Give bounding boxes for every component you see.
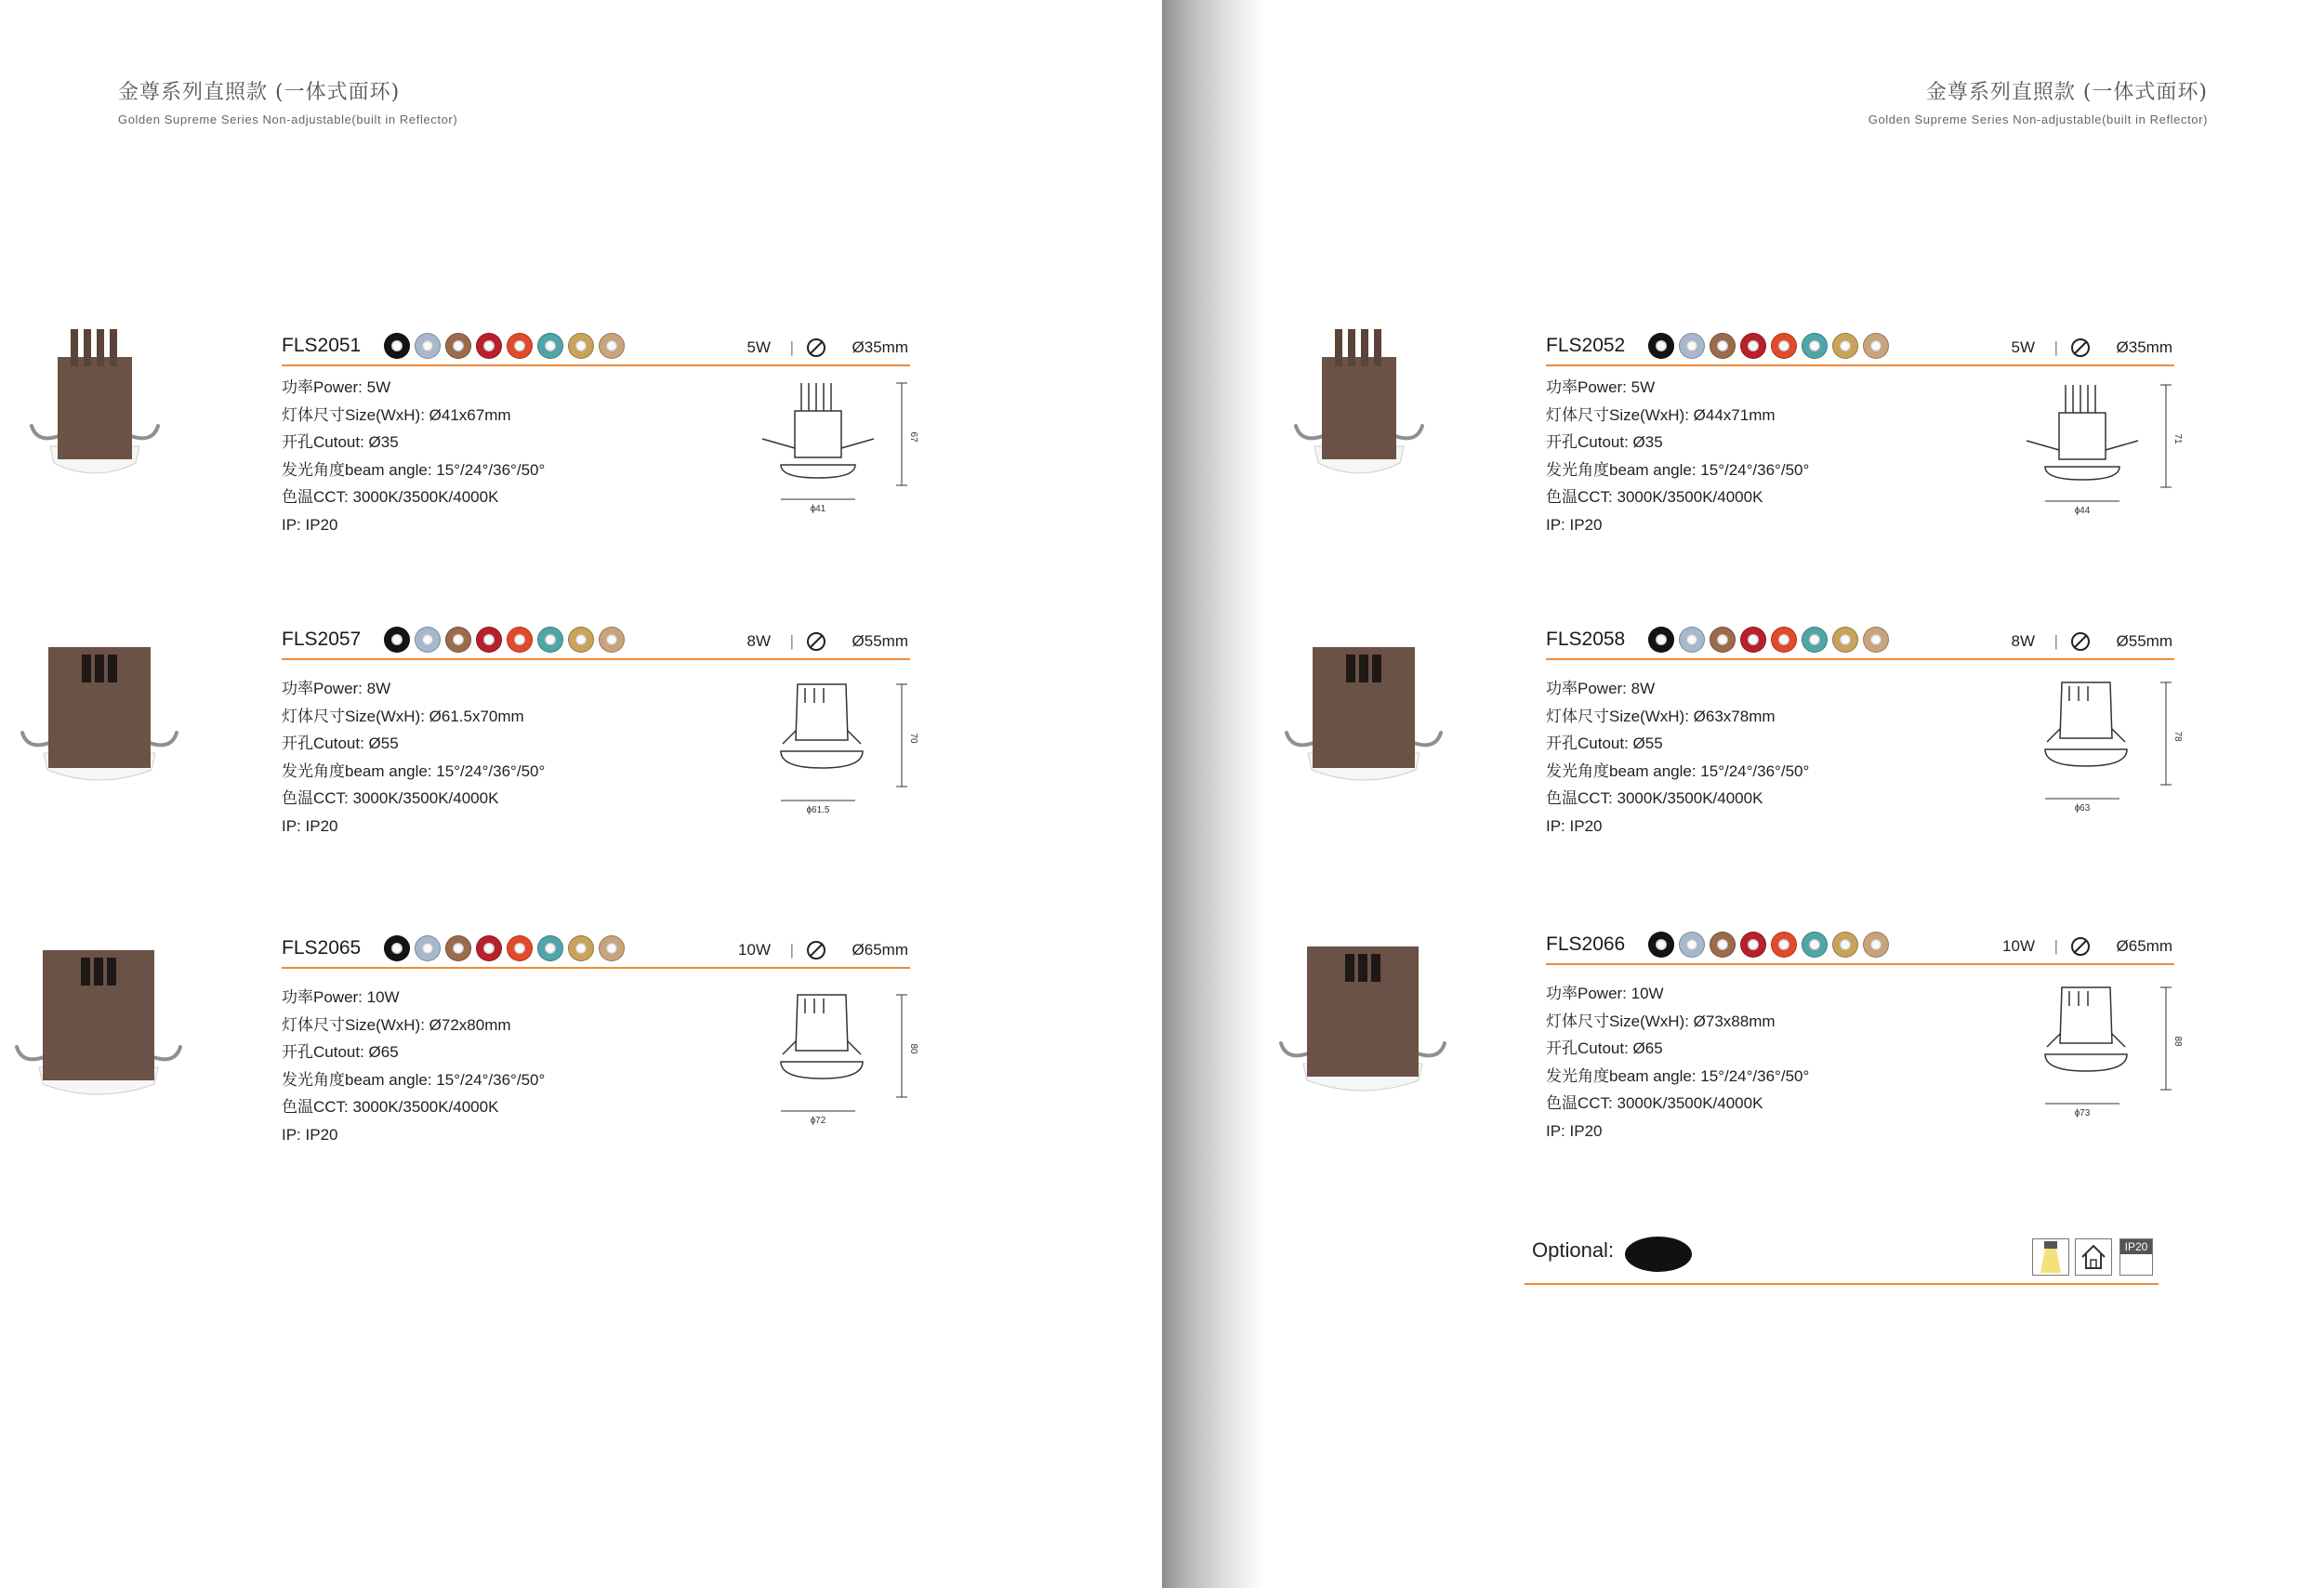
color-swatch	[476, 627, 502, 653]
product-model: FLS2057	[282, 629, 362, 650]
color-swatch	[415, 935, 441, 961]
color-swatches	[1648, 932, 1889, 958]
spec-line: 开孔Cutout: Ø65	[1546, 1039, 1663, 1057]
product-specs	[1546, 374, 1809, 538]
color-swatch	[507, 333, 533, 359]
color-swatch	[568, 935, 594, 961]
product-model: FLS2066	[1546, 933, 1626, 955]
title-separator: |	[789, 941, 794, 959]
color-swatch	[476, 333, 502, 359]
optional-accessories	[1525, 1229, 2159, 1285]
spec-line: 功率Power: 5W	[1546, 378, 1656, 396]
spec-line: IP: IP20	[282, 1125, 338, 1144]
optional-label: Optional:	[1532, 1238, 1615, 1262]
spec-line: 发光角度beam angle: 15°/24°/36°/50°	[1546, 460, 1810, 479]
product-cutout-size: Ø35mm	[2116, 338, 2172, 356]
color-swatch	[568, 627, 594, 653]
color-swatch	[599, 627, 625, 653]
spec-line: IP: IP20	[282, 816, 338, 835]
color-swatch	[1740, 333, 1766, 359]
swatch-center	[1809, 340, 1820, 351]
color-swatch	[507, 935, 533, 961]
color-swatch	[1802, 932, 1828, 958]
indoor-home-icon	[2075, 1238, 2112, 1276]
swatch-center	[1840, 340, 1851, 351]
dimension-height: 88	[2172, 1036, 2183, 1047]
swatch-center	[606, 340, 617, 351]
color-swatches	[384, 935, 625, 961]
dimension-drawing	[744, 986, 920, 1125]
color-swatch	[445, 627, 471, 653]
spec-line: 灯体尺寸Size(WxH): Ø61.5x70mm	[282, 707, 524, 725]
color-swatch	[537, 333, 563, 359]
product-title-row	[282, 627, 910, 660]
color-swatch	[1832, 333, 1858, 359]
swatch-center	[514, 340, 525, 351]
product-title-row	[282, 333, 910, 366]
color-swatch	[445, 935, 471, 961]
spec-line: 灯体尺寸Size(WxH): Ø73x88mm	[1546, 1012, 1776, 1030]
cutout-icon	[806, 940, 826, 960]
book-gutter-shadow	[1162, 0, 1264, 1588]
spec-line: 功率Power: 5W	[282, 378, 391, 396]
spec-line: 功率Power: 10W	[282, 988, 400, 1006]
downlight-beam-icon	[2032, 1238, 2069, 1276]
swatch-center	[1686, 939, 1697, 950]
color-swatch	[568, 333, 594, 359]
swatch-center	[545, 340, 556, 351]
color-swatch	[384, 333, 410, 359]
product-cutout-size: Ø55mm	[852, 632, 908, 650]
swatch-center	[1656, 634, 1667, 645]
series-title-en: Golden Supreme Series Non-adjustable(built in Reflector)	[1868, 112, 2208, 126]
product-model: FLS2051	[282, 335, 362, 356]
swatch-center	[391, 634, 403, 645]
product-cutout-size: Ø35mm	[852, 338, 908, 356]
swatch-center	[1870, 340, 1882, 351]
color-swatch	[415, 333, 441, 359]
swatch-center	[1686, 634, 1697, 645]
swatch-center	[606, 634, 617, 645]
dimension-drawing	[744, 675, 920, 814]
product-specs	[282, 374, 545, 538]
color-swatch	[1679, 627, 1705, 653]
product-wattage: 10W	[2002, 937, 2035, 955]
color-swatch	[1710, 932, 1736, 958]
swatch-center	[453, 943, 464, 954]
swatch-center	[1656, 939, 1667, 950]
dimension-height: 70	[908, 733, 918, 744]
spec-line: 色温CCT: 3000K/3500K/4000K	[1546, 789, 1763, 807]
swatch-center	[1748, 939, 1759, 950]
swatch-center	[1870, 634, 1882, 645]
swatch-center	[1809, 634, 1820, 645]
swatch-center	[575, 634, 587, 645]
color-swatches	[1648, 333, 1889, 359]
swatch-center	[1778, 634, 1789, 645]
swatch-center	[1748, 634, 1759, 645]
cutout-icon	[806, 631, 826, 652]
color-swatch	[384, 935, 410, 961]
product-wattage: 10W	[738, 941, 771, 959]
color-swatches	[1648, 627, 1889, 653]
spec-line: 发光角度beam angle: 15°/24°/36°/50°	[1546, 761, 1810, 780]
title-separator: |	[2053, 937, 2058, 955]
color-swatch	[537, 935, 563, 961]
spec-line: 功率Power: 8W	[282, 680, 391, 697]
spec-line: IP: IP20	[1546, 1121, 1603, 1140]
spec-line: 开孔Cutout: Ø65	[282, 1043, 399, 1061]
swatch-center	[453, 340, 464, 351]
product-specs	[1546, 675, 1809, 840]
series-title-en: Golden Supreme Series Non-adjustable(built in Reflector)	[118, 112, 458, 126]
product-title-row	[282, 935, 910, 969]
color-swatch	[1832, 627, 1858, 653]
dimension-width: ɸ72	[810, 1116, 826, 1125]
spec-line: 灯体尺寸Size(WxH): Ø72x80mm	[282, 1015, 511, 1034]
swatch-center	[606, 943, 617, 954]
spec-line: 开孔Cutout: Ø35	[1546, 433, 1663, 451]
ip-rating-badge	[2119, 1238, 2153, 1276]
right-page-header	[1868, 74, 2208, 128]
optional-black-swatch	[1625, 1237, 1692, 1272]
color-swatch	[1679, 932, 1705, 958]
product-card-fls2057	[0, 621, 1023, 891]
swatch-center	[575, 340, 587, 351]
swatch-center	[1840, 939, 1851, 950]
swatch-center	[1778, 939, 1789, 950]
spec-line: IP: IP20	[1546, 515, 1603, 534]
product-model: FLS2058	[1546, 629, 1626, 650]
swatch-center	[483, 943, 495, 954]
spec-line: 开孔Cutout: Ø55	[1546, 734, 1663, 752]
color-swatch	[537, 627, 563, 653]
swatch-center	[1656, 340, 1667, 351]
spec-line: 功率Power: 10W	[1546, 985, 1664, 1002]
product-wattage: 5W	[2011, 338, 2035, 356]
swatch-center	[1778, 340, 1789, 351]
color-swatch	[1771, 333, 1797, 359]
color-swatch	[599, 935, 625, 961]
swatch-center	[391, 943, 403, 954]
color-swatches	[384, 627, 625, 653]
product-photo	[1264, 327, 1469, 513]
swatch-center	[453, 634, 464, 645]
product-cutout-size: Ø55mm	[2116, 632, 2172, 650]
product-photo	[0, 327, 205, 513]
product-photo	[0, 621, 205, 807]
product-card-fls2051	[0, 327, 1023, 597]
color-swatch	[415, 627, 441, 653]
spec-line: IP: IP20	[1546, 816, 1603, 835]
product-card-fls2058	[1264, 621, 2287, 891]
spec-line: 灯体尺寸Size(WxH): Ø41x67mm	[282, 405, 511, 424]
spec-line: IP: IP20	[282, 515, 338, 534]
series-title-cn: 金尊系列直照款 (一体式面环)	[118, 81, 401, 104]
swatch-center	[391, 340, 403, 351]
color-swatch	[445, 333, 471, 359]
spec-line: 发光角度beam angle: 15°/24°/36°/50°	[282, 761, 546, 780]
dimension-drawing	[2008, 978, 2185, 1118]
ip-rating-text: IP20	[2120, 1239, 2152, 1254]
swatch-center	[1717, 634, 1728, 645]
spec-line: 色温CCT: 3000K/3500K/4000K	[1546, 488, 1763, 506]
color-swatch	[599, 333, 625, 359]
color-swatch	[1710, 627, 1736, 653]
color-swatch	[1679, 333, 1705, 359]
color-swatch	[1740, 932, 1766, 958]
dimension-height: 78	[2172, 731, 2183, 742]
product-title-row	[1546, 627, 2174, 660]
dimension-width: ɸ44	[2074, 506, 2091, 515]
swatch-center	[483, 340, 495, 351]
swatch-center	[1717, 939, 1728, 950]
product-specs	[282, 984, 545, 1148]
swatch-center	[575, 943, 587, 954]
cutout-icon	[2070, 936, 2091, 957]
color-swatch	[1863, 333, 1889, 359]
product-model: FLS2065	[282, 937, 362, 959]
dimension-height: 80	[908, 1043, 918, 1054]
spec-line: 灯体尺寸Size(WxH): Ø63x78mm	[1546, 707, 1776, 725]
spec-line: 色温CCT: 3000K/3500K/4000K	[282, 1098, 499, 1116]
color-swatch	[384, 627, 410, 653]
swatch-center	[1809, 939, 1820, 950]
product-wattage: 8W	[2011, 632, 2035, 650]
color-swatch	[1863, 627, 1889, 653]
spec-line: 发光角度beam angle: 15°/24°/36°/50°	[282, 460, 546, 479]
spec-line: 开孔Cutout: Ø35	[282, 433, 399, 451]
swatch-center	[545, 634, 556, 645]
swatch-center	[422, 340, 433, 351]
swatch-center	[422, 634, 433, 645]
product-photo	[0, 930, 205, 1116]
swatch-center	[545, 943, 556, 954]
spec-line: 色温CCT: 3000K/3500K/4000K	[282, 488, 499, 506]
dimension-height: 67	[908, 431, 918, 443]
swatch-center	[1840, 634, 1851, 645]
product-cutout-size: Ø65mm	[852, 941, 908, 959]
color-swatch	[1771, 932, 1797, 958]
spec-line: 功率Power: 8W	[1546, 680, 1656, 697]
swatch-center	[1686, 340, 1697, 351]
cutout-icon	[2070, 337, 2091, 358]
swatch-center	[1870, 939, 1882, 950]
swatch-center	[1748, 340, 1759, 351]
spec-line: 色温CCT: 3000K/3500K/4000K	[282, 789, 499, 807]
color-swatch	[507, 627, 533, 653]
spec-line: 色温CCT: 3000K/3500K/4000K	[1546, 1094, 1763, 1112]
left-page-header	[118, 74, 457, 128]
color-swatch	[1648, 333, 1674, 359]
product-photo	[1264, 621, 1469, 807]
color-swatch	[476, 935, 502, 961]
product-title-row	[1546, 333, 2174, 366]
color-swatch	[1740, 627, 1766, 653]
product-model: FLS2052	[1546, 335, 1626, 356]
color-swatches	[384, 333, 625, 359]
product-specs	[1546, 980, 1809, 1145]
dimension-height: 71	[2172, 433, 2183, 444]
color-swatch	[1648, 627, 1674, 653]
series-title-cn: 金尊系列直照款 (一体式面环)	[1925, 81, 2208, 104]
dimension-drawing	[2008, 376, 2185, 515]
cutout-icon	[806, 337, 826, 358]
color-swatch	[1802, 627, 1828, 653]
color-swatch	[1802, 333, 1828, 359]
swatch-center	[1717, 340, 1728, 351]
swatch-center	[514, 634, 525, 645]
cutout-icon	[2070, 631, 2091, 652]
title-separator: |	[789, 338, 794, 356]
product-photo	[1264, 926, 1469, 1112]
dimension-width: ɸ63	[2074, 803, 2091, 813]
title-separator: |	[789, 632, 794, 650]
dimension-width: ɸ73	[2074, 1108, 2091, 1118]
product-cutout-size: Ø65mm	[2116, 937, 2172, 955]
product-wattage: 5W	[746, 338, 771, 356]
color-swatch	[1771, 627, 1797, 653]
spec-line: 发光角度beam angle: 15°/24°/36°/50°	[1546, 1066, 1810, 1085]
title-separator: |	[2053, 338, 2058, 356]
color-swatch	[1710, 333, 1736, 359]
swatch-center	[483, 634, 495, 645]
swatch-center	[514, 943, 525, 954]
product-card-fls2065	[0, 930, 1023, 1199]
product-title-row	[1546, 932, 2174, 965]
product-wattage: 8W	[746, 632, 771, 650]
product-card-fls2052	[1264, 327, 2287, 597]
dimension-drawing	[2008, 673, 2185, 813]
spec-line: 开孔Cutout: Ø55	[282, 734, 399, 752]
color-swatch	[1648, 932, 1674, 958]
dimension-width: ɸ41	[810, 504, 826, 513]
swatch-center	[422, 943, 433, 954]
product-specs	[282, 675, 545, 840]
product-card-fls2066	[1264, 926, 2287, 1196]
dimension-width: ɸ61.5	[806, 805, 830, 814]
spec-line: 发光角度beam angle: 15°/24°/36°/50°	[282, 1070, 546, 1089]
color-swatch	[1832, 932, 1858, 958]
dimension-drawing	[744, 374, 920, 513]
title-separator: |	[2053, 632, 2058, 650]
color-swatch	[1863, 932, 1889, 958]
spec-line: 灯体尺寸Size(WxH): Ø44x71mm	[1546, 405, 1776, 424]
